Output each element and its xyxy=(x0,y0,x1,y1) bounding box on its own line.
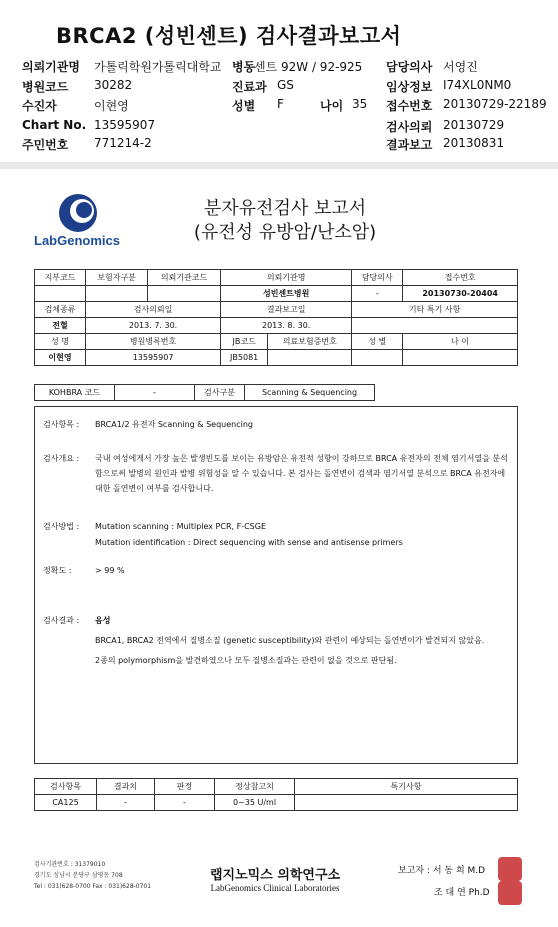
table-cell: CA125 xyxy=(35,795,97,811)
summary-value: 국내 여성에게서 가장 높은 발생빈도를 보이는 유방암은 유전적 성향이 강하므로 BRCA 유전자의 전체 염기서열을 분석함으로써 발병의 원인과 발병 위험성을 알 수 있습니다. 본 검사는 돌연변이 검색과 염기서열 분석으로 BRCA 유전자에 대한 돌연변이 여부를 검사합니다. xyxy=(95,454,508,493)
table-cell: 20130730-20404 xyxy=(403,286,518,302)
result-line2: 2종의 polymorphism을 발견하였으나 모두 질병소질과는 관련이 없을 것으로 판단됨. xyxy=(95,656,397,665)
table-cell: 의뢰기관코드 xyxy=(148,270,221,286)
section-divider xyxy=(0,162,558,169)
table-row xyxy=(35,270,518,286)
method-line1: Mutation scanning : Multiplex PCR, F-CSGE xyxy=(95,522,267,531)
value-age: 35 xyxy=(352,97,368,111)
table-cell: 2013. 7. 30. xyxy=(86,318,221,334)
table-cell: 나 이 xyxy=(403,334,518,350)
table-cell: 성 별 xyxy=(352,334,403,350)
table-row xyxy=(35,779,518,795)
table-row xyxy=(35,318,518,334)
value-patient: 이현영 xyxy=(94,99,129,113)
label-id-no: 주민번호 xyxy=(22,138,69,152)
category-label: 검사구분 xyxy=(195,385,245,401)
table-cell: 정상참고치 xyxy=(215,779,295,795)
value-hospital-code: 30282 xyxy=(94,78,133,92)
table-cell: 특기사항 xyxy=(295,779,518,795)
table-cell xyxy=(295,795,518,811)
kohbra-value: - xyxy=(115,385,195,401)
org-name-ko: 랩지노믹스 의학연구소 xyxy=(210,868,341,883)
label-receipt-no: 접수번호 xyxy=(386,99,433,113)
value-requester: 가톨릭학원가톨릭대학교 xyxy=(94,60,222,74)
table-cell: 이현영 xyxy=(35,350,86,366)
table-row xyxy=(35,286,518,302)
label-chart-no: Chart No. xyxy=(22,118,87,132)
label-clinical-info: 임상정보 xyxy=(386,80,433,94)
report-heading xyxy=(150,197,420,245)
table-cell: 전혈 xyxy=(35,318,86,334)
table-row xyxy=(35,350,518,366)
table-row xyxy=(35,795,518,811)
header-info-grid xyxy=(0,54,558,154)
report-heading-line1: 분자유전검사 보고서 xyxy=(203,198,367,219)
label-patient: 수진자 xyxy=(22,99,57,113)
item-label: 검사항목 : xyxy=(43,420,80,429)
footer-address xyxy=(34,859,151,892)
table-cell: 결과보고일 xyxy=(221,302,352,318)
value-clinical-info: I74XL0NM0 xyxy=(443,78,512,92)
report-title: BRCA2 (성빈센트) 검사결과보고서 xyxy=(56,24,402,48)
footer-addr-line: 경기도 성남시 분당구 삼평동 708 xyxy=(34,872,123,879)
category-value: Scanning & Sequencing xyxy=(245,385,375,401)
value-result-report: 20130831 xyxy=(443,136,505,150)
accuracy-label: 정확도 : xyxy=(43,566,72,575)
value-test-request: 20130729 xyxy=(443,118,505,132)
signature-reviewer: 조 대 연 Ph.D xyxy=(434,888,490,898)
table-cell xyxy=(148,286,221,302)
table-cell: 성 명 xyxy=(35,334,86,350)
table-cell: 지부코드 xyxy=(35,270,86,286)
table-cell: 의료보험증번호 xyxy=(268,334,352,350)
table-cell: 성빈센트병원 xyxy=(221,286,352,302)
table-cell: JB코드 xyxy=(221,334,268,350)
value-chart-no: 13595907 xyxy=(94,118,156,132)
value-ward: 센트 92W / 92-925 xyxy=(254,60,363,74)
table-cell: 검체종류 xyxy=(35,302,86,318)
seal-stamp-icon xyxy=(498,857,522,881)
accuracy-value: > 99 % xyxy=(95,566,125,575)
marker-table xyxy=(34,778,518,811)
label-ward: 병동 xyxy=(232,60,256,74)
table-cell: 판정 xyxy=(155,779,215,795)
label-requester: 의뢰기관명 xyxy=(22,60,80,74)
table-cell: 병원병록번호 xyxy=(86,334,221,350)
kohbra-label: KOHBRA 코드 xyxy=(35,385,115,401)
table-cell: 기타 특기 사항 xyxy=(352,302,518,318)
table-cell: JB5081 xyxy=(221,350,268,366)
result-value: 음성 xyxy=(95,616,111,625)
table-cell: 접수번호 xyxy=(403,270,518,286)
table-cell: 13595907 xyxy=(86,350,221,366)
method-label: 검사방법 : xyxy=(43,522,80,531)
table-cell: - xyxy=(97,795,155,811)
table-cell xyxy=(352,350,403,366)
signature-reporter: 보고자 : 서 동 희 M.D xyxy=(398,866,486,876)
table-cell xyxy=(268,350,352,366)
table-cell xyxy=(35,286,86,302)
footer-addr-line: 검사기관번호 : 31379010 xyxy=(34,861,106,868)
method-line2: Mutation identification : Direct sequencing with sense and antisense primers xyxy=(95,538,403,547)
result-label: 검사결과 : xyxy=(43,616,80,625)
report-heading-line2: (유전성 유방암/난소암) xyxy=(193,222,377,243)
value-sex: F xyxy=(277,97,284,111)
table-cell: - xyxy=(155,795,215,811)
value-id-no: 771214-2 xyxy=(94,136,152,150)
table-cell xyxy=(86,286,148,302)
result-body xyxy=(34,406,518,764)
table-cell: 담당의사 xyxy=(352,270,403,286)
table-cell: 검사의뢰일 xyxy=(86,302,221,318)
item-value: BRCA1/2 유전자 Scanning & Sequencing xyxy=(95,420,253,429)
table-cell: 결과치 xyxy=(97,779,155,795)
summary-label: 검사개요 : xyxy=(43,454,80,463)
table-cell xyxy=(403,350,518,366)
table-cell: - xyxy=(352,286,403,302)
footer-organization xyxy=(210,864,340,893)
table-row xyxy=(35,385,519,401)
table-cell xyxy=(375,385,519,401)
table-cell xyxy=(352,318,518,334)
result-line1: BRCA1, BRCA2 전역에서 질병소질 (genetic susceptibility)와 관련이 예상되는 돌연변이가 발견되지 않았음. xyxy=(95,636,485,645)
value-doctor: 서영진 xyxy=(443,60,478,74)
table-row xyxy=(35,302,518,318)
value-department: GS xyxy=(277,78,294,92)
label-test-request: 검사의뢰 xyxy=(386,120,433,134)
kohbra-table xyxy=(34,384,518,401)
footer-addr-line: Tel : 031)628-0700 Fax : 031)628-0701 xyxy=(34,883,152,890)
scanned-report xyxy=(0,169,558,917)
label-result-report: 결과보고 xyxy=(386,138,433,152)
label-department: 진료과 xyxy=(232,80,267,94)
label-hospital-code: 병원코드 xyxy=(22,80,69,94)
table-row xyxy=(35,334,518,350)
table-cell: 0~35 U/ml xyxy=(215,795,295,811)
label-sex: 성별 xyxy=(232,99,256,113)
table-cell: 보험자구분 xyxy=(86,270,148,286)
label-age: 나이 xyxy=(320,99,344,113)
logo-text: LabGenomics xyxy=(34,233,120,248)
table-cell: 의뢰기관명 xyxy=(221,270,352,286)
label-doctor: 담당의사 xyxy=(386,60,433,74)
table-cell: 검사항목 xyxy=(35,779,97,795)
org-name-en: LabGenomics Clinical Laboratories xyxy=(210,883,340,893)
table-cell: 2013. 8. 30. xyxy=(221,318,352,334)
info-table xyxy=(34,269,518,366)
seal-stamp-icon xyxy=(498,881,522,905)
value-receipt-no: 20130729-22189 xyxy=(443,97,547,111)
